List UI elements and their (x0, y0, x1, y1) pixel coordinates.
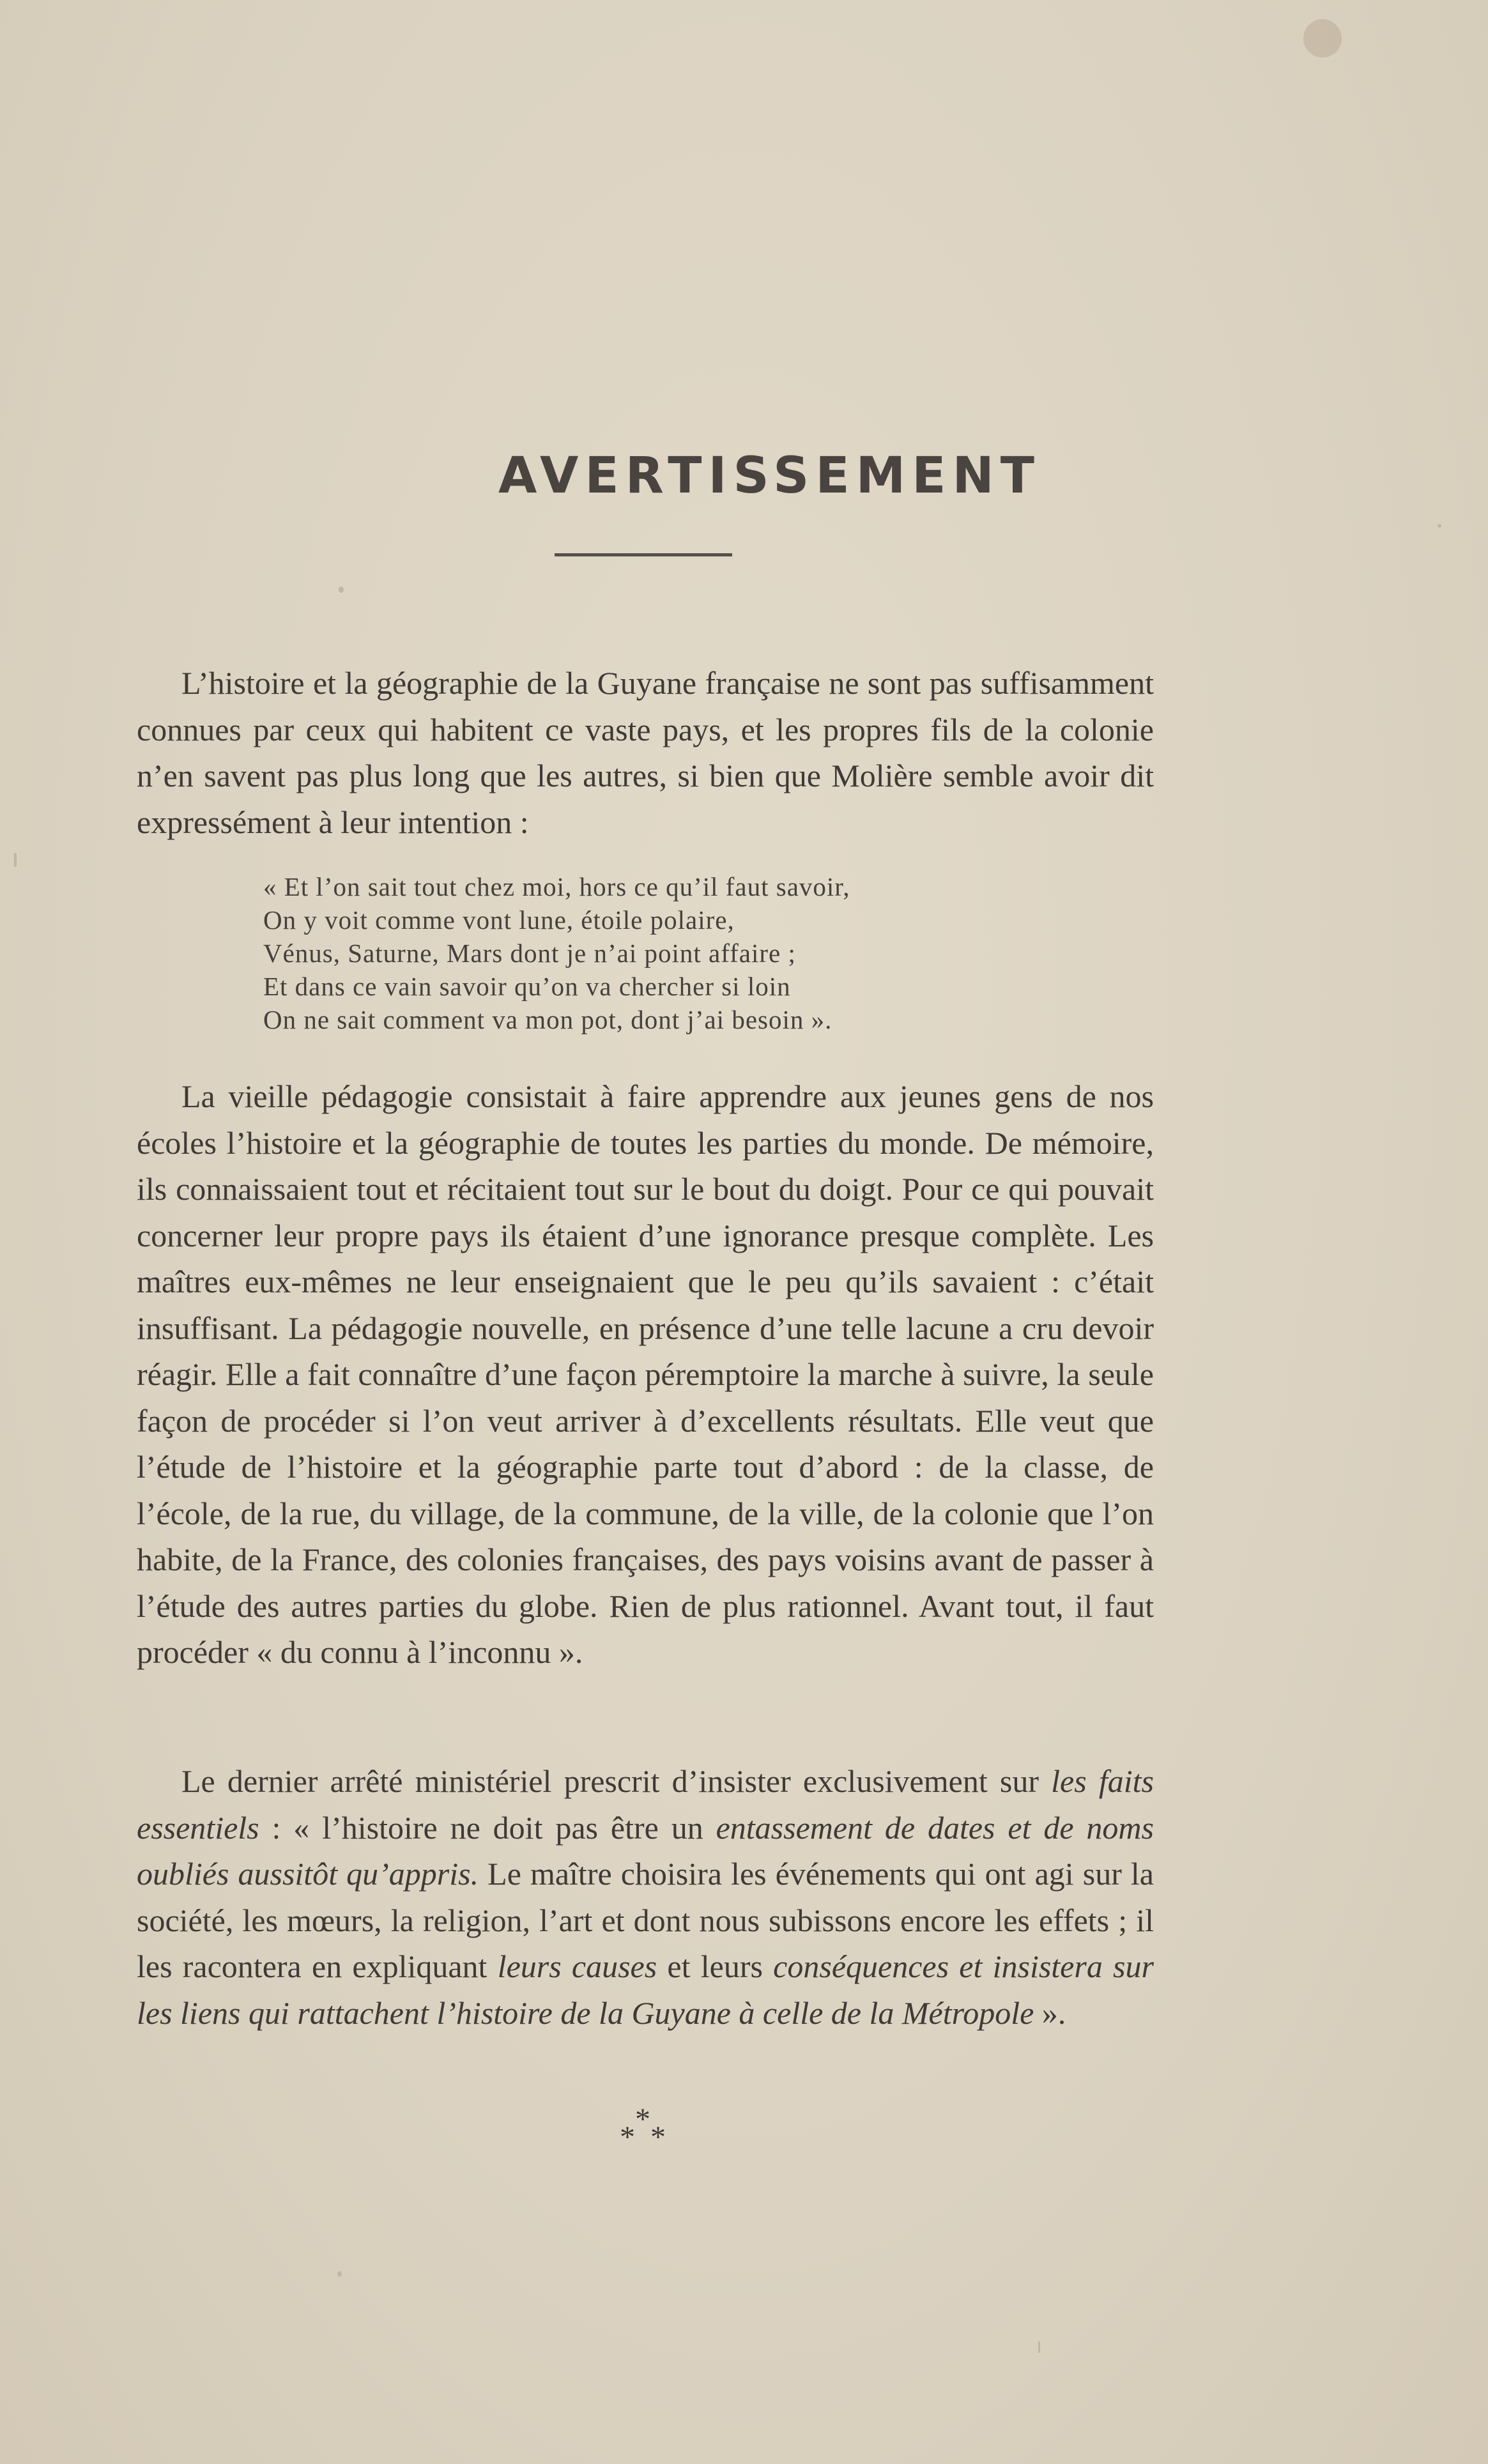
paragraph-text: L’histoire et la géographie de la Guyane française ne sont pas suffisamment connues par ceux qui habitent ce vaste pays, et les propres fils de la colonie n’en savent pas plus long que les autres, si bien que Molière semble avoir dit expressément à leur intention : (137, 665, 1154, 840)
italic-run: conséquences et insistera sur les liens qui rattachent l’histoire de la Guyane à celle de la Métropole (137, 1948, 1154, 2031)
paper-speck (1038, 2341, 1040, 2353)
text-run: Le dernier arrêté ministériel prescrit d’insister exclusivement sur (181, 1763, 1052, 1799)
italic-run: les faits essentiels (137, 1763, 1154, 1846)
paper-speck (14, 853, 17, 867)
paragraph-intro (137, 660, 1154, 845)
paper-stain (1303, 19, 1342, 57)
page-title: AVERTISSEMENT (498, 447, 1041, 505)
asterisk: * (635, 2102, 650, 2136)
asterisk: * (620, 2120, 635, 2154)
paragraph-text (137, 1758, 1154, 2036)
paper-speck (337, 2271, 342, 2277)
asterism-separator (613, 2102, 677, 2159)
verse-quote (263, 870, 1094, 1036)
paragraph-ministerial-decree (137, 1758, 1154, 2036)
verse-line: « Et l’on sait tout chez moi, hors ce qu’il faut savoir, (263, 872, 850, 901)
verse-line: On y voit comme vont lune, étoile polaire, (263, 905, 735, 935)
italic-run: entassement de dates et de noms oubliés aussitôt qu’appris. (137, 1809, 1154, 1892)
title-divider (555, 553, 732, 556)
verse-line: On ne sait comment va mon pot, dont j’ai besoin ». (263, 1005, 832, 1034)
text-run: et leurs (657, 1948, 774, 1984)
text-run: : « l’histoire ne doit pas être un (259, 1809, 716, 1846)
text-run: Le maître choisira les événements qui ont agi sur la société, les mœurs, la religion, l’art et dont nous subissons encore les effets ; il les racontera en expliquant (137, 1856, 1154, 1984)
verse-line: Vénus, Saturne, Mars dont je n’ai point affaire ; (263, 938, 796, 968)
italic-run: leurs causes (497, 1948, 657, 1984)
paragraph-pedagogy (137, 1073, 1154, 1676)
asterisk: * (650, 2120, 666, 2154)
paper-speck (339, 586, 344, 593)
text-run: ». (1034, 1994, 1066, 2031)
paragraph-text: La vieille pédagogie consistait à faire apprendre aux jeunes gens de nos écoles l’histoire et la géographie de toutes les parties du monde. De mémoire, ils connaissaient tout et récitaient tout sur le bout du doigt. Pour ce qui pouvait concerner leur propre pays ils étaient d’une ignorance presque complète. Les maîtres eux-mêmes ne leur enseignaient que le peu qu’ils savaient : c’était insuffisant. La pédagogie nouvelle, en présence d’une telle lacune a cru devoir réagir. Elle a fait connaître d’une façon péremptoire la marche à suivre, la seule façon de procéder si l’on veut arriver à d’excellents résultats. Elle veut que l’étude de l’histoire et la géographie parte tout d’abord : de la classe, de l’école, de la rue, du village, de la commune, de la ville, de la colonie que l’on habite, de la France, des colonies françaises, des pays voisins avant de passer à l’étude des autres parties du globe. Rien de plus rationnel. Avant tout, il faut procéder « du connu à l’inconnu ». (137, 1078, 1154, 1670)
paper-speck (1438, 524, 1441, 528)
verse-line: Et dans ce vain savoir qu’on va chercher si loin (263, 972, 791, 1001)
